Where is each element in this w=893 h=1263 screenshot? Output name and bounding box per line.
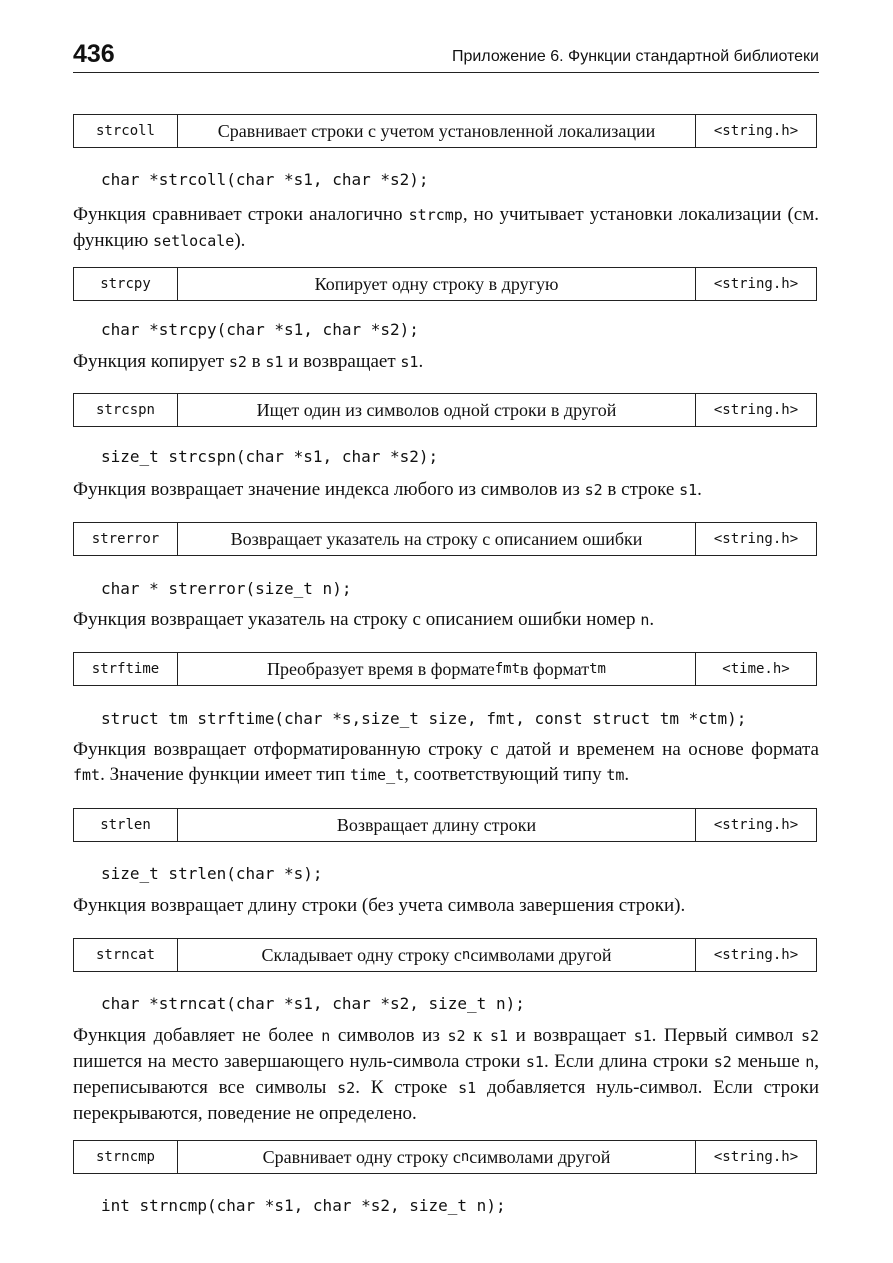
header-file: <string.h> [713, 947, 799, 963]
function-prototype: char *strcoll(char *s1, char *s2); [101, 170, 429, 189]
function-prototype: int strncmp(char *s1, char *s2, size_t n); [101, 1196, 506, 1215]
function-name: strcpy [74, 268, 178, 300]
function-prototype: struct tm strftime(char *s,size_t size, fmt, const struct tm *ctm); [101, 709, 747, 728]
page-number: 436 [73, 40, 115, 68]
function-name: strlen [74, 809, 178, 841]
header-file: <string.h> [713, 276, 799, 292]
function-prototype: char *strcpy(char *s1, char *s2); [101, 320, 419, 339]
function-summary: Сравнивает строки с учетом установленной локализации [178, 115, 696, 147]
function-table-strcoll [73, 114, 817, 148]
function-name: strerror [74, 523, 178, 555]
function-prototype: char * strerror(size_t n); [101, 579, 352, 598]
header-file: <string.h> [713, 817, 799, 833]
function-table-strncmp [73, 1140, 817, 1174]
header-file: <string.h> [713, 402, 799, 418]
function-description: Функция возвращает длину строки (без учета символа завершения строки). [73, 895, 686, 916]
function-prototype: char *strncat(char *s1, char *s2, size_t n); [101, 994, 525, 1013]
function-summary: Копирует одну строку в другую [178, 268, 696, 300]
function-table-strftime [73, 652, 817, 686]
header-file: <time.h> [722, 661, 790, 677]
function-prototype: size_t strlen(char *s); [101, 864, 323, 883]
function-description: Функция возвращает отформатированную строку с датой и временем на основе формата fmt. Значение функции имеет тип time_t, соответствующий типу tm. [73, 739, 819, 785]
function-description: Функция сравнивает строки аналогично strcmp, но учитывает установки локализации (см. функцию setlocale). [73, 204, 819, 251]
function-summary: Складывает одну строку с n символами другой [178, 939, 696, 971]
function-table-strcpy [73, 267, 817, 301]
running-title: Приложение 6. Функции стандартной библиотеки [451, 48, 819, 65]
function-prototype: size_t strcspn(char *s1, char *s2); [101, 447, 439, 466]
function-description: Функция добавляет не более n символов из s2 к s1 и возвращает s1. Первый символ s2 пишется на место завершающего нуль-символа строки s1. Если длина строки s2 меньше n, переписываются все символы s2. К строке s1 добавляется нуль-символ. Если строки перекрываются, поведение не определено. [73, 1025, 820, 1124]
function-table-strncat [73, 938, 817, 972]
function-description: Функция возвращает значение индекса любого из символов из s2 в строке s1. [73, 479, 702, 500]
function-name: strcspn [74, 394, 178, 426]
function-table-strcspn [73, 393, 817, 427]
function-name: strftime [74, 653, 178, 685]
function-table-strlen [73, 808, 817, 842]
header-file: <string.h> [713, 123, 799, 139]
function-summary: Возвращает длину строки [178, 809, 696, 841]
function-name: strncmp [74, 1141, 178, 1173]
function-description: Функция копирует s2 в s1 и возвращает s1. [73, 351, 424, 372]
function-description: Функция возвращает указатель на строку с описанием ошибки номер n. [73, 609, 655, 630]
function-summary: Преобразует время в формате fmt в формат tm [178, 653, 696, 685]
function-summary: Ищет один из символов одной строки в другой [178, 394, 696, 426]
function-table-strerror [73, 522, 817, 556]
header-file: <string.h> [713, 531, 799, 547]
function-summary: Сравнивает одну строку с n символами другой [178, 1141, 696, 1173]
function-name: strcoll [74, 115, 178, 147]
function-summary: Возвращает указатель на строку с описанием ошибки [178, 523, 696, 555]
page-header [73, 38, 819, 73]
function-name: strncat [74, 939, 178, 971]
header-file: <string.h> [713, 1149, 799, 1165]
